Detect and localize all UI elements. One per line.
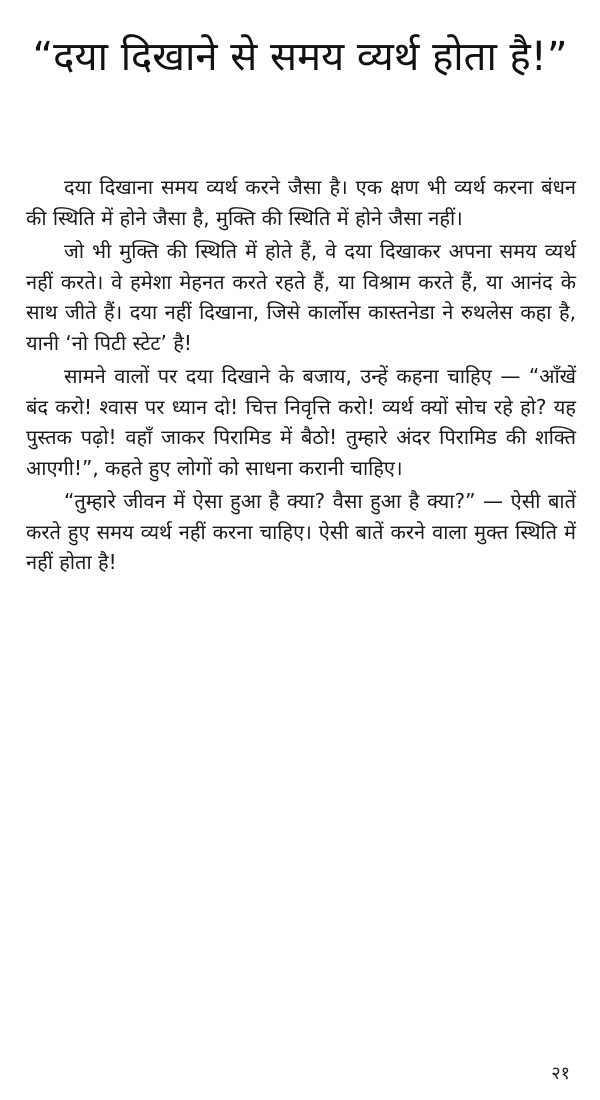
paragraph-4: “तुम्हारे जीवन में ऐसा हुआ है क्या? वैसा हुआ है क्या?” — ऐसी बातें करते हुए समय व्यर्थ नहीं करना चाहिए। ऐसी बातें करने वाला मुक्त स्थिति में नहीं होता है!: [26, 489, 576, 574]
page-number: २१: [551, 1063, 570, 1084]
paragraph-3: सामने वालों पर दया दिखाने के बजाय, उन्हें कहना चाहिए — “आँखें बंद करो! श्वास पर ध्यान दो! चित्त निवृत्ति करो! व्यर्थ क्यों सोच रहे हो? यह पुस्तक पढ़ो! वहाँ जाकर पिरामिड में बैठो! तुम्हारे अंदर पिरामिड की शक्ति आएगी!”, कहते हुए लोगों को साधना करानी चाहिए।: [26, 364, 576, 480]
chapter-title: “दया दिखाने से समय व्यर्थ होता है!”: [32, 34, 568, 80]
paragraph-1: दया दिखाना समय व्यर्थ करने जैसा है। एक क्षण भी व्यर्थ करना बंधन की स्थिति में होने जैसा है, मुक्ति की स्थिति में होने जैसा नहीं।: [26, 175, 576, 230]
body-text: [26, 172, 576, 578]
paragraph-2: जो भी मुक्ति की स्थिति में होते हैं, वे दया दिखाकर अपना समय व्यर्थ नहीं करते। वे हमेशा मेहनत करते रहते हैं, या विश्राम करते हैं, या आनंद के साथ जीते हैं। दया नहीं दिखाना, जिसे कार्लोस कास्तनेडा ने रुथलेस कहा है, यानी ‘नो पिटी स्टेट’ है!: [26, 239, 576, 355]
